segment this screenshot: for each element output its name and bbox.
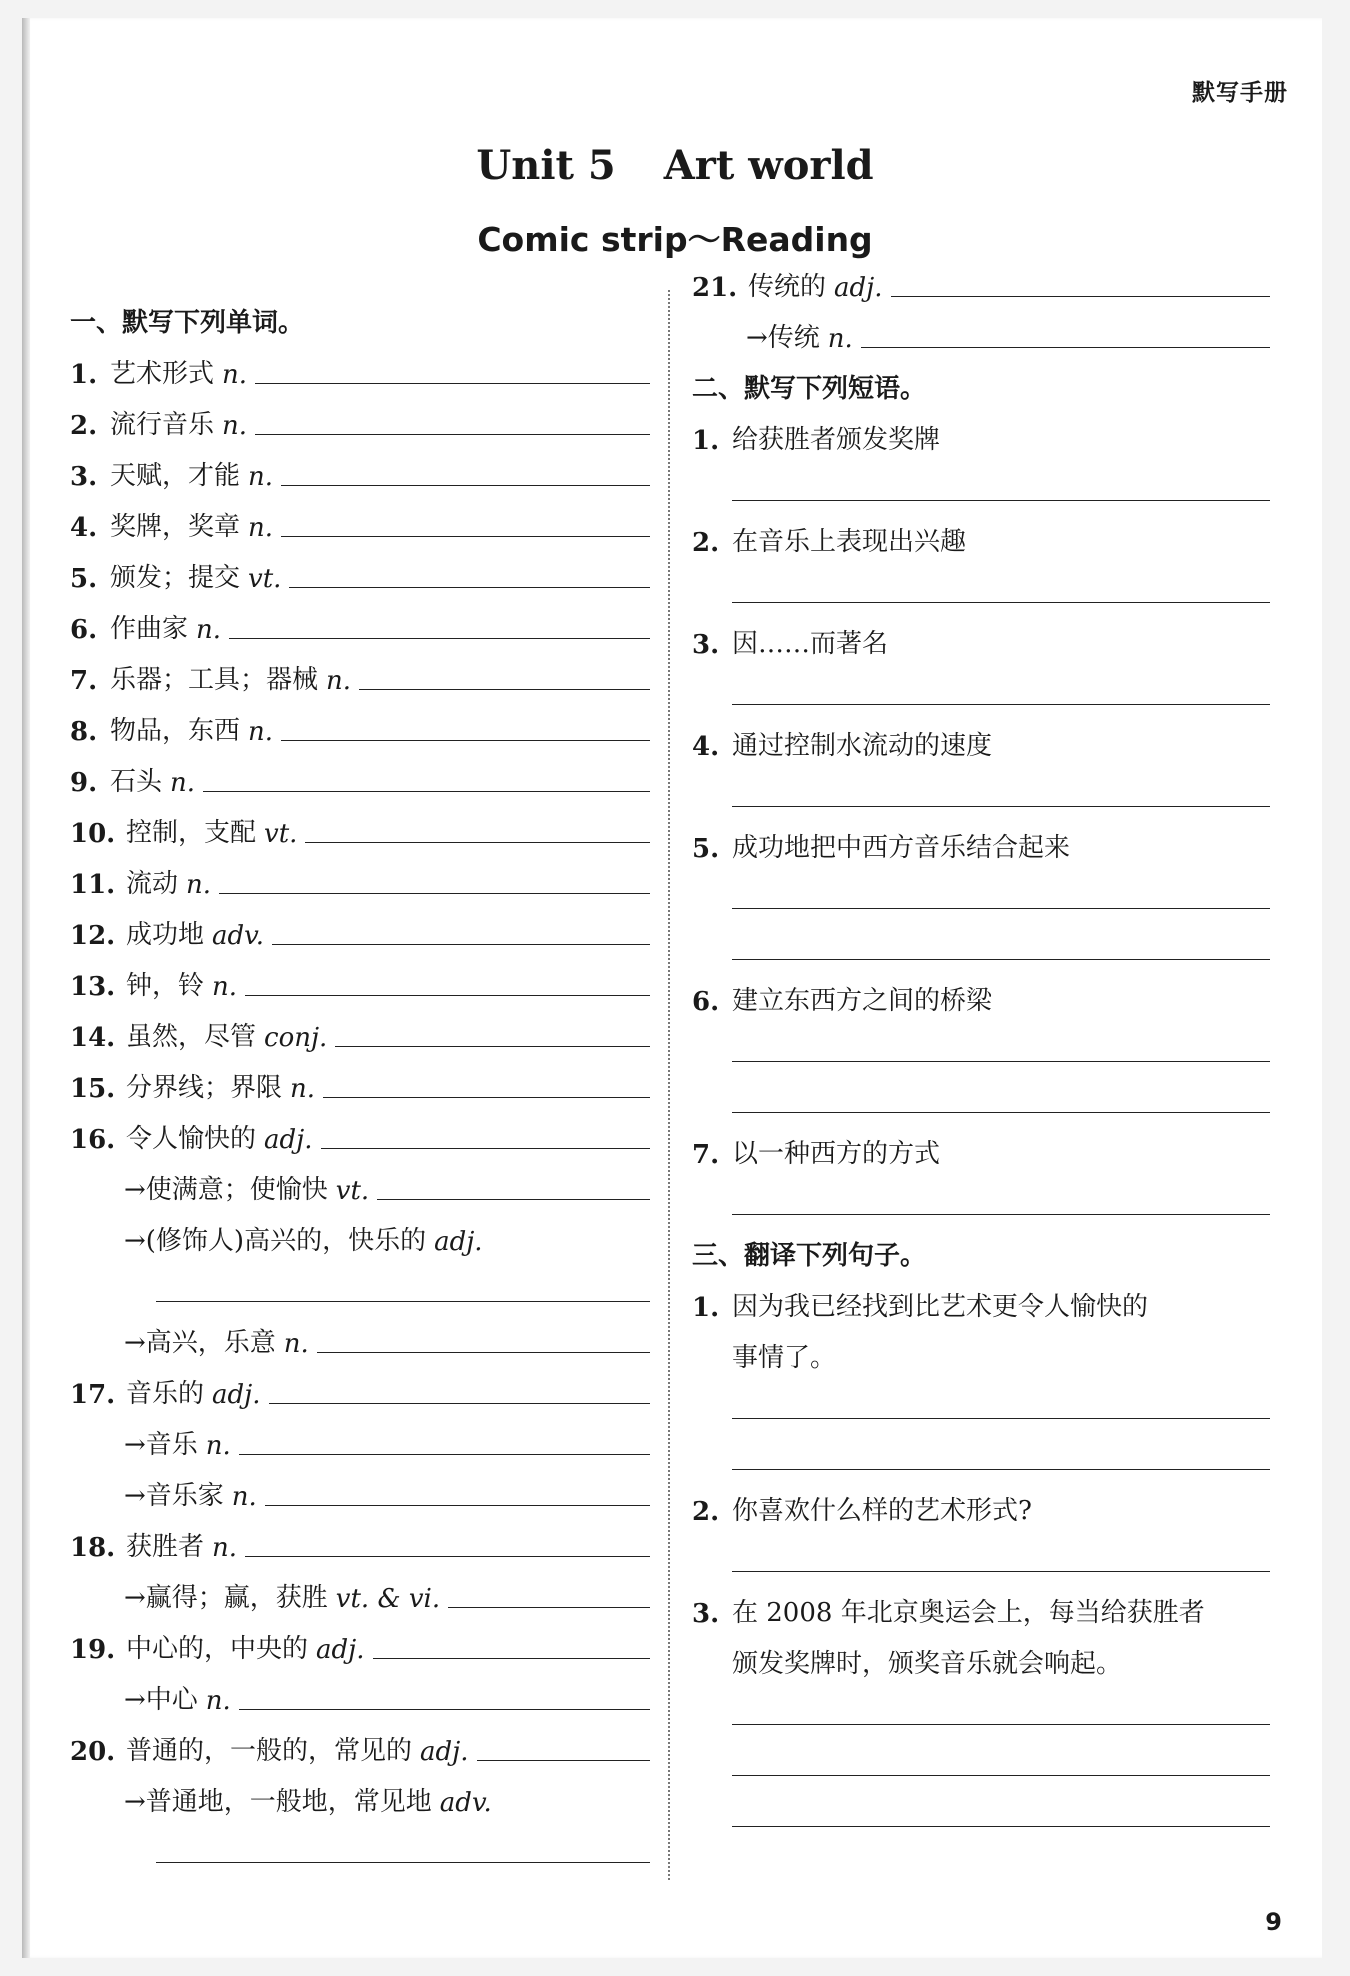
answer-line[interactable]: [219, 892, 650, 894]
phrase-prompt: 给获胜者颁发奖牌: [732, 425, 941, 455]
vocab-item-4: [70, 492, 650, 543]
vocab-sub-text: →(修饰人)高兴的，快乐的: [124, 1226, 427, 1256]
part-of-speech: n.: [283, 1329, 309, 1359]
vocab-item-13: [70, 951, 650, 1002]
answer-line[interactable]: [861, 346, 1270, 348]
part-of-speech: n.: [222, 360, 248, 390]
item-number: 10.: [70, 819, 116, 849]
answer-line[interactable]: [305, 841, 650, 843]
vocab-prompt: 艺术形式: [110, 359, 215, 389]
answer-line[interactable]: [281, 535, 650, 537]
vocab-item-5: [70, 543, 650, 594]
vocab-prompt: 钟，铃: [126, 971, 205, 1001]
answer-line[interactable]: [448, 1606, 650, 1608]
item-number: 2.: [70, 411, 98, 441]
vocab-item-6: [70, 594, 650, 645]
vocab-item-15: [70, 1053, 650, 1104]
vocab-item-9: [70, 747, 650, 798]
part-of-speech: n.: [248, 462, 274, 492]
vocab-sub-item: [70, 1308, 650, 1359]
answer-line[interactable]: [692, 1782, 1270, 1833]
page-number: 9: [1265, 1908, 1282, 1936]
sentence-item: [692, 1476, 1270, 1527]
item-number: 7.: [70, 666, 98, 696]
phrase-item: [692, 1119, 1270, 1170]
vocab-sub-item: [70, 1665, 650, 1716]
answer-line[interactable]: [281, 739, 650, 741]
vocab-prompt: 颁发；提交: [110, 563, 241, 593]
part-of-speech: adj.: [420, 1737, 469, 1767]
answer-line[interactable]: [323, 1096, 650, 1098]
part-of-speech: n.: [231, 1482, 257, 1512]
sentence-prompt: 在 2008 年北京奥运会上，每当给获胜者: [732, 1598, 1205, 1628]
vocab-sub-item: [70, 1563, 650, 1614]
vocab-prompt: 传统的: [748, 272, 827, 302]
page-binding-edge: [22, 18, 30, 1958]
answer-line[interactable]: [317, 1351, 650, 1353]
part-of-speech: n.: [212, 972, 238, 1002]
vocab-item-11: [70, 849, 650, 900]
column-divider: [668, 290, 670, 1880]
item-number: 3.: [70, 462, 98, 492]
answer-line[interactable]: [70, 1818, 650, 1869]
part-of-speech: adj.: [434, 1227, 483, 1257]
vocab-item-1: [70, 339, 650, 390]
vocab-sub-text: →使满意；使愉快: [124, 1175, 328, 1205]
part-of-speech: n.: [170, 768, 196, 798]
answer-line[interactable]: [255, 433, 650, 435]
phrase-item: [692, 609, 1270, 660]
vocab-sub-text: →中心: [124, 1685, 198, 1715]
vocab-prompt: 音乐的: [126, 1379, 205, 1409]
part-of-speech: vt. & vi.: [335, 1584, 441, 1614]
answer-line[interactable]: [692, 1374, 1270, 1425]
answer-line[interactable]: [477, 1759, 651, 1761]
sentence-item: [692, 1578, 1270, 1629]
phrase-item: [692, 711, 1270, 762]
answer-line[interactable]: [321, 1147, 651, 1149]
vocab-sub-text: →高兴，乐意: [124, 1328, 276, 1358]
part-of-speech: n.: [326, 666, 352, 696]
answer-line[interactable]: [373, 1657, 651, 1659]
vocab-item-2: [70, 390, 650, 441]
phrase-prompt: 通过控制水流动的速度: [732, 731, 993, 761]
vocab-item-7: [70, 645, 650, 696]
answer-line[interactable]: [255, 382, 650, 384]
part-of-speech: vt.: [248, 564, 282, 594]
sentence-continuation: 颁发奖牌时，颁奖音乐就会响起。: [732, 1649, 1123, 1679]
answer-line[interactable]: [272, 943, 650, 945]
vocab-sub-item: [70, 1461, 650, 1512]
answer-line[interactable]: [692, 1680, 1270, 1731]
vocab-item-10: [70, 798, 650, 849]
answer-line[interactable]: [289, 586, 650, 588]
vocab-prompt: 流行音乐: [110, 410, 215, 440]
sentence-item: [692, 1272, 1270, 1323]
answer-line[interactable]: [239, 1453, 650, 1455]
page-title: [0, 142, 1350, 189]
unit-number: Unit 5: [476, 142, 616, 189]
answer-line[interactable]: [692, 762, 1270, 813]
vocab-sub-text: →音乐家: [124, 1481, 224, 1511]
vocab-prompt: 乐器；工具；器械: [110, 665, 319, 695]
unit-name: Art world: [663, 142, 874, 189]
answer-line[interactable]: [692, 864, 1270, 915]
answer-line[interactable]: [692, 915, 1270, 966]
phrase-prompt: 建立东西方之间的桥梁: [732, 986, 993, 1016]
vocab-sub-text: →普通地，一般地，常见地: [124, 1787, 432, 1817]
vocab-sub-text: →传统: [746, 323, 820, 353]
part-of-speech: n.: [205, 1686, 231, 1716]
vocab-item-3: [70, 441, 650, 492]
vocab-sub-item: [70, 1410, 650, 1461]
vocab-prompt: 石头: [110, 767, 163, 797]
part-of-speech: n.: [248, 513, 274, 543]
item-number: 3.: [692, 1599, 720, 1629]
phrase-item: [692, 813, 1270, 864]
part-of-speech: n.: [827, 324, 853, 354]
item-number: 18.: [70, 1533, 116, 1563]
answer-line[interactable]: [239, 1708, 650, 1710]
part-of-speech: n.: [290, 1074, 316, 1104]
phrase-item: [692, 966, 1270, 1017]
vocab-sub-text: →赢得；赢，获胜: [124, 1583, 328, 1613]
left-column: [70, 288, 650, 1869]
item-number: 3.: [692, 630, 720, 660]
item-number: 2.: [692, 528, 720, 558]
vocab-item-14: [70, 1002, 650, 1053]
answer-line[interactable]: [359, 688, 650, 690]
vocab-prompt: 奖牌，奖章: [110, 512, 241, 542]
vocab-prompt: 天赋，才能: [110, 461, 241, 491]
phrase-prompt: 以一种西方的方式: [732, 1139, 941, 1169]
sentence-continuation: 事情了。: [732, 1343, 837, 1373]
vocab-prompt: 物品，东西: [110, 716, 241, 746]
section-heading-sentences: 三、翻译下列句子。: [692, 1241, 927, 1271]
vocab-prompt: 成功地: [126, 920, 205, 950]
item-number: 14.: [70, 1023, 116, 1053]
vocab-item-21: [692, 252, 1270, 303]
vocab-sub-item: [70, 1767, 650, 1818]
answer-line[interactable]: [692, 1425, 1270, 1476]
vocab-prompt: 作曲家: [110, 614, 189, 644]
part-of-speech: conj.: [264, 1023, 328, 1053]
vocab-prompt: 分界线；界限: [126, 1073, 283, 1103]
vocab-item-8: [70, 696, 650, 747]
item-number: 4.: [70, 513, 98, 543]
part-of-speech: adj.: [834, 273, 883, 303]
vocab-prompt: 普通的，一般的，常见的: [126, 1736, 413, 1766]
item-number: 6.: [692, 987, 720, 1017]
vocab-sub-text: →音乐: [124, 1430, 198, 1460]
answer-line[interactable]: [692, 1527, 1270, 1578]
answer-line[interactable]: [203, 790, 650, 792]
part-of-speech: adv.: [439, 1788, 492, 1818]
vocab-item-12: [70, 900, 650, 951]
item-number: 12.: [70, 921, 116, 951]
phrase-prompt: 因……而著名: [732, 629, 889, 659]
vocab-prompt: 虽然，尽管: [126, 1022, 257, 1052]
item-number: 17.: [70, 1380, 116, 1410]
answer-line[interactable]: [692, 456, 1270, 507]
item-number: 21.: [692, 273, 738, 303]
phrase-prompt: 在音乐上表现出兴趣: [732, 527, 967, 557]
answer-line[interactable]: [692, 558, 1270, 609]
part-of-speech: n.: [196, 615, 222, 645]
vocab-item-19: [70, 1614, 650, 1665]
vocab-prompt: 获胜者: [126, 1532, 205, 1562]
vocab-item-20: [70, 1716, 650, 1767]
phrase-item: [692, 507, 1270, 558]
answer-line[interactable]: [692, 1017, 1270, 1068]
answer-line[interactable]: [265, 1504, 650, 1506]
page-subtitle: Comic strip～Reading: [477, 220, 873, 259]
vocab-sub-item: [70, 1206, 650, 1257]
vocab-prompt: 中心的，中央的: [126, 1634, 309, 1664]
answer-line[interactable]: [70, 1257, 650, 1308]
answer-line[interactable]: [692, 1068, 1270, 1119]
vocab-prompt: 流动: [126, 869, 179, 899]
part-of-speech: n.: [186, 870, 212, 900]
answer-line[interactable]: [692, 1170, 1270, 1221]
item-number: 2.: [692, 1497, 720, 1527]
book-section-tag: 默写手册: [1192, 80, 1288, 106]
item-number: 9.: [70, 768, 98, 798]
item-number: 1.: [70, 360, 98, 390]
sentence-prompt: 你喜欢什么样的艺术形式?: [732, 1496, 1032, 1526]
answer-line[interactable]: [245, 994, 650, 996]
answer-line[interactable]: [891, 295, 1271, 297]
part-of-speech: adj.: [316, 1635, 365, 1665]
vocab-sub-item: [692, 303, 1270, 354]
answer-line[interactable]: [281, 484, 650, 486]
item-number: 4.: [692, 732, 720, 762]
vocab-prompt: 令人愉快的: [126, 1124, 257, 1154]
part-of-speech: vt.: [335, 1176, 370, 1206]
part-of-speech: adv.: [212, 921, 265, 951]
part-of-speech: adj.: [212, 1380, 261, 1410]
item-number: 16.: [70, 1125, 116, 1155]
part-of-speech: n.: [248, 717, 274, 747]
item-number: 15.: [70, 1074, 116, 1104]
answer-line[interactable]: [692, 1731, 1270, 1782]
part-of-speech: n.: [212, 1533, 238, 1563]
item-number: 7.: [692, 1140, 720, 1170]
part-of-speech: n.: [222, 411, 248, 441]
item-number: 5.: [70, 564, 98, 594]
item-number: 13.: [70, 972, 116, 1002]
right-column: [692, 272, 1270, 1833]
phrase-item: [692, 405, 1270, 456]
part-of-speech: vt.: [264, 819, 298, 849]
vocab-item-16: [70, 1104, 650, 1155]
answer-line[interactable]: [377, 1198, 650, 1200]
sentence-prompt: 因为我已经找到比艺术更令人愉快的: [732, 1292, 1149, 1322]
item-number: 11.: [70, 870, 116, 900]
item-number: 8.: [70, 717, 98, 747]
part-of-speech: adj.: [264, 1125, 313, 1155]
vocab-item-17: [70, 1359, 650, 1410]
item-number: 1.: [692, 1293, 720, 1323]
part-of-speech: n.: [205, 1431, 231, 1461]
item-number: 6.: [70, 615, 98, 645]
item-number: 1.: [692, 426, 720, 456]
answer-line[interactable]: [245, 1555, 650, 1557]
vocab-prompt: 控制，支配: [126, 818, 257, 848]
vocab-sub-item: [70, 1155, 650, 1206]
section-heading-words: 一、默写下列单词。: [70, 308, 305, 338]
item-number: 20.: [70, 1737, 116, 1767]
answer-line[interactable]: [335, 1045, 650, 1047]
answer-line[interactable]: [269, 1402, 651, 1404]
item-number: 19.: [70, 1635, 116, 1665]
answer-line[interactable]: [692, 660, 1270, 711]
vocab-item-18: [70, 1512, 650, 1563]
item-number: 5.: [692, 834, 720, 864]
section-heading-phrases: 二、默写下列短语。: [692, 374, 927, 404]
phrase-prompt: 成功地把中西方音乐结合起来: [732, 833, 1071, 863]
answer-line[interactable]: [229, 637, 650, 639]
